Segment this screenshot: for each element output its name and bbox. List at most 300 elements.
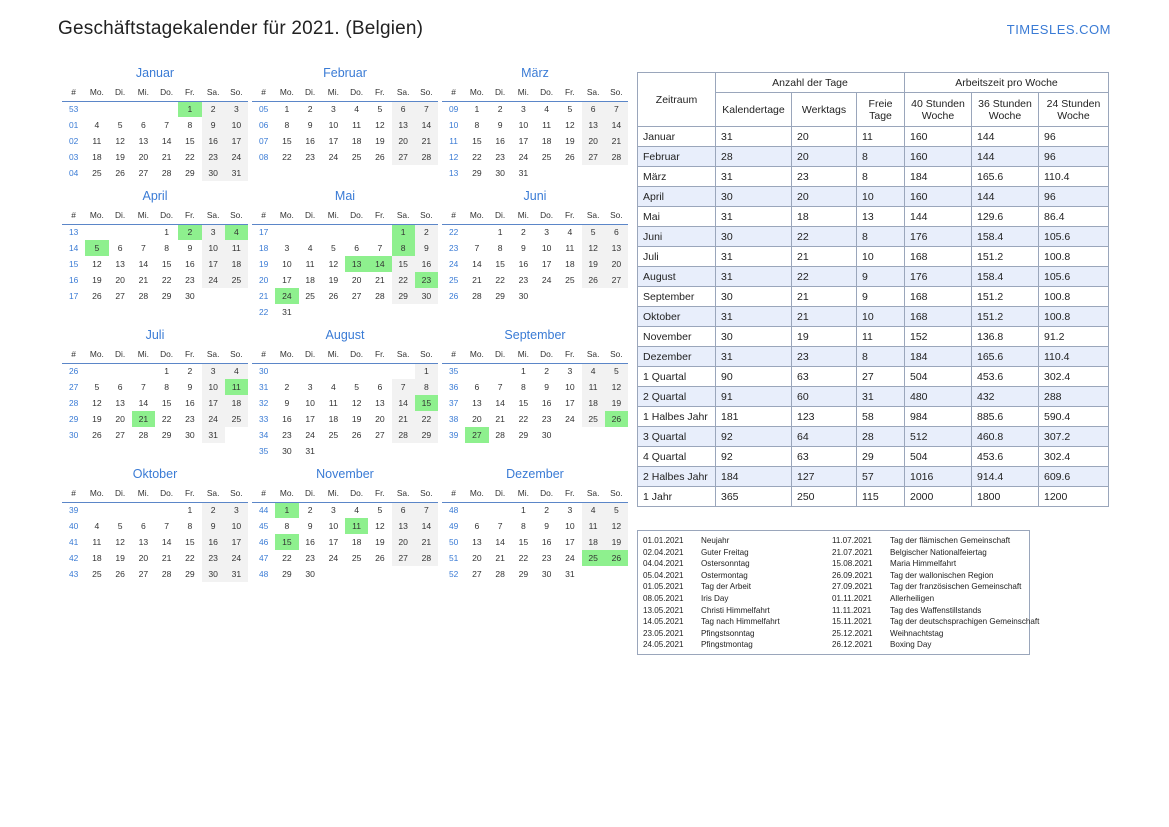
weekday-header: Sa. [392, 347, 415, 363]
day-cell: 27 [472, 569, 482, 579]
day-cell: 10 [225, 117, 248, 133]
week-col-header: # [252, 85, 275, 101]
holiday-date: 11.11.2021 [832, 605, 872, 615]
day-cell: 8 [187, 521, 193, 531]
holiday-date: 01.05.2021 [643, 582, 684, 592]
day-cell: 24 [328, 152, 339, 162]
week-number: 13 [448, 168, 459, 178]
weekday-header: Do. [345, 486, 368, 502]
day-cell-empty [345, 363, 368, 379]
day-cell: 19 [565, 136, 575, 146]
stat-cell: 168 [905, 247, 972, 267]
weekday-header: Mo. [85, 85, 108, 101]
day-cell: 15 [415, 395, 438, 411]
day-cell: 20 [605, 256, 628, 272]
table-row [638, 247, 1109, 267]
day-cell: 17 [225, 534, 248, 550]
day-cell: 10 [225, 518, 248, 534]
day-cell: 15 [185, 136, 195, 146]
day-cell: 13 [392, 518, 415, 534]
day-cell: 24 [565, 553, 575, 563]
day-cell: 26 [115, 168, 125, 178]
column-header-zeitraum: Zeitraum [638, 73, 716, 127]
weekday-header: Fr. [178, 347, 201, 363]
table-row [638, 387, 1109, 407]
holidays-legend [637, 530, 1040, 655]
day-cell: 9 [520, 243, 526, 253]
stat-cell: 31 [716, 167, 792, 187]
table-row [638, 147, 1109, 167]
week-row [442, 502, 628, 518]
weekday-header: So. [225, 486, 248, 502]
week-number: 24 [448, 259, 459, 269]
week-number: 26 [68, 366, 79, 377]
weekday-header: Di. [299, 347, 322, 363]
stat-cell: 29 [857, 447, 905, 467]
day-cell-empty [605, 165, 628, 181]
day-cell: 14 [605, 117, 628, 133]
stat-cell: 512 [905, 427, 972, 447]
stat-cell: 21 [792, 307, 857, 327]
day-cell: 2 [497, 104, 503, 115]
period-label: November [638, 327, 716, 347]
day-cell: 13 [392, 117, 415, 133]
table-row [638, 407, 1109, 427]
week-row [442, 133, 628, 149]
day-cell: 17 [202, 395, 225, 411]
month-title: Juni [523, 189, 547, 203]
day-cell: 11 [92, 537, 102, 547]
stat-cell: 168 [905, 287, 972, 307]
stat-cell: 27 [857, 367, 905, 387]
day-cell-empty [345, 443, 368, 459]
week-row [252, 363, 438, 379]
week-number: 15 [68, 259, 79, 269]
weekday-header: Do. [345, 85, 368, 101]
stat-cell: 176 [905, 267, 972, 287]
day-cell-empty [465, 224, 488, 240]
week-number: 52 [448, 569, 459, 579]
week-number: 26 [448, 291, 459, 301]
month-block-juni [440, 185, 630, 320]
month-title: Mai [334, 189, 356, 203]
stat-cell: 160 [905, 187, 972, 207]
day-cell-empty [299, 224, 322, 240]
day-cell: 30 [541, 430, 552, 440]
calendar-row [60, 324, 630, 463]
holiday-date: 15.11.2021 [832, 617, 872, 627]
day-cell: 30 [185, 291, 195, 301]
week-number: 40 [68, 521, 79, 531]
day-cell: 18 [541, 136, 552, 146]
weekday-header: Mi. [322, 208, 345, 224]
day-cell: 6 [140, 521, 146, 531]
stat-cell: 110.4 [1039, 347, 1109, 367]
holiday-entry [832, 605, 1024, 617]
stat-cell: 20 [792, 147, 857, 167]
day-cell: 30 [541, 569, 552, 579]
stat-cell: 136.8 [972, 327, 1039, 347]
stat-cell: 11 [857, 127, 905, 147]
day-cell: 13 [345, 256, 368, 272]
day-cell-empty [392, 363, 415, 379]
day-cell: 28 [375, 291, 385, 301]
day-cell: 1 [187, 505, 193, 516]
period-label: Juni [638, 227, 716, 247]
day-cell: 6 [582, 101, 605, 117]
stat-cell: 91.2 [1039, 327, 1109, 347]
day-cell: 6 [117, 382, 123, 392]
week-number: 42 [68, 553, 79, 563]
stat-cell: 18 [792, 207, 857, 227]
week-row [442, 534, 628, 550]
week-number: 36 [448, 382, 459, 392]
month-title: Juli [145, 328, 165, 342]
table-row [638, 167, 1109, 187]
weekday-header: Di. [489, 347, 512, 363]
week-number: 14 [68, 243, 79, 253]
column-header-36h: 36 Stunden Woche [972, 93, 1039, 127]
day-cell: 31 [518, 168, 529, 178]
day-cell: 23 [541, 553, 552, 563]
day-cell: 30 [282, 446, 292, 456]
week-row [252, 395, 438, 411]
weekday-header: Fr. [368, 85, 391, 101]
day-cell: 2 [307, 505, 313, 516]
month-title: September [504, 328, 566, 342]
day-cell: 12 [375, 120, 385, 130]
stat-cell: 100.8 [1039, 287, 1109, 307]
week-col-header: # [442, 85, 465, 101]
day-cell: 28 [415, 149, 438, 165]
stat-cell: 453.6 [972, 447, 1039, 467]
day-cell: 26 [351, 430, 362, 440]
day-cell: 2 [178, 224, 201, 240]
day-cell: 13 [605, 240, 628, 256]
day-cell-empty [132, 224, 155, 240]
day-cell: 31 [305, 446, 315, 456]
day-cell-empty [582, 566, 605, 582]
day-cell: 10 [518, 120, 529, 130]
page-title: Geschäftstagekalender für 2021. (Belgien) [58, 18, 424, 39]
stat-cell: 30 [716, 227, 792, 247]
weekday-header: So. [605, 85, 628, 101]
day-cell: 2 [415, 224, 438, 240]
day-cell: 20 [582, 133, 605, 149]
day-cell-empty [535, 165, 558, 181]
day-cell: 4 [582, 502, 605, 518]
day-cell: 16 [202, 133, 225, 149]
holiday-entry [832, 581, 1024, 593]
weekday-header: Do. [535, 486, 558, 502]
period-label: 1 Halbes Jahr [638, 407, 716, 427]
period-label: Juli [638, 247, 716, 267]
day-cell: 10 [565, 521, 575, 531]
holiday-date: 25.12.2021 [832, 628, 873, 638]
week-number: 07 [258, 136, 269, 146]
day-cell: 3 [544, 227, 550, 238]
weekday-header: Di. [109, 486, 132, 502]
day-cell: 22 [282, 152, 292, 162]
day-cell: 26 [328, 291, 339, 301]
week-row [252, 379, 438, 395]
day-cell: 5 [117, 120, 123, 130]
week-number: 31 [258, 382, 269, 392]
week-row [62, 518, 248, 534]
month-title: Februar [323, 66, 367, 80]
day-cell: 5 [85, 240, 108, 256]
day-cell: 3 [330, 104, 336, 115]
day-cell: 15 [161, 259, 172, 269]
day-cell: 17 [328, 537, 339, 547]
day-cell: 19 [582, 256, 605, 272]
day-cell: 16 [282, 414, 292, 424]
day-cell: 6 [117, 243, 123, 253]
week-col-header: # [252, 486, 275, 502]
day-cell-empty [368, 224, 391, 240]
week-row [62, 165, 248, 181]
table-row [638, 187, 1109, 207]
day-cell: 7 [415, 502, 438, 518]
stat-cell: 158.4 [972, 227, 1039, 247]
weekday-header: Di. [489, 486, 512, 502]
stat-cell: 31 [857, 387, 905, 407]
weekday-header: Mo. [275, 486, 298, 502]
day-cell: 22 [161, 275, 172, 285]
stat-cell: 96 [1039, 187, 1109, 207]
day-cell: 28 [161, 168, 172, 178]
stat-cell: 127 [792, 467, 857, 487]
day-cell: 2 [544, 505, 550, 516]
day-cell-empty [415, 443, 438, 459]
week-row [62, 288, 248, 304]
day-cell: 25 [225, 272, 248, 288]
day-cell-empty [109, 502, 132, 518]
holiday-name: Tag der wallonischen Region [890, 570, 994, 580]
week-row [252, 550, 438, 566]
day-cell: 27 [392, 550, 415, 566]
weekday-header: So. [605, 486, 628, 502]
weekday-header: So. [605, 208, 628, 224]
table-row [638, 267, 1109, 287]
day-cell: 5 [567, 104, 573, 115]
week-number: 44 [258, 505, 269, 516]
holiday-entry [832, 547, 1024, 559]
day-cell: 16 [305, 537, 315, 547]
day-cell: 19 [375, 537, 385, 547]
stat-cell: 129.6 [972, 207, 1039, 227]
day-cell: 10 [565, 382, 575, 392]
day-cell-empty [558, 165, 581, 181]
day-cell-empty [109, 101, 132, 117]
week-row [252, 502, 438, 518]
day-cell: 26 [115, 569, 125, 579]
day-cell: 25 [305, 291, 315, 301]
stat-cell: 86.4 [1039, 207, 1109, 227]
weekday-header: Fr. [178, 486, 201, 502]
weekday-header: Sa. [392, 85, 415, 101]
month-title: Dezember [506, 467, 564, 481]
month-table [252, 347, 438, 459]
table-row [638, 447, 1109, 467]
day-cell: 19 [605, 534, 628, 550]
holidays-column-right [832, 535, 1040, 651]
day-cell: 21 [605, 133, 628, 149]
day-cell: 18 [351, 537, 362, 547]
day-cell: 4 [225, 363, 248, 379]
weekday-header: So. [225, 347, 248, 363]
day-cell: 2 [187, 366, 193, 377]
day-cell: 4 [354, 104, 360, 115]
day-cell: 17 [202, 256, 225, 272]
week-row [252, 101, 438, 117]
week-row [62, 256, 248, 272]
day-cell: 23 [495, 152, 505, 162]
week-row [252, 427, 438, 443]
day-cell: 27 [351, 291, 362, 301]
day-cell: 30 [415, 288, 438, 304]
day-cell: 12 [605, 379, 628, 395]
day-cell: 4 [94, 120, 100, 130]
day-cell: 14 [495, 537, 505, 547]
holiday-name: Tag der Arbeit [701, 582, 751, 592]
day-cell-empty [368, 443, 391, 459]
day-cell: 17 [565, 398, 575, 408]
day-cell: 19 [115, 553, 125, 563]
day-cell: 29 [185, 168, 195, 178]
stat-cell: 2000 [905, 487, 972, 507]
day-cell: 27 [465, 427, 488, 443]
week-number: 02 [68, 136, 79, 146]
month-table [62, 486, 248, 582]
week-number: 22 [258, 307, 269, 317]
day-cell-empty [392, 443, 415, 459]
day-cell: 8 [284, 120, 290, 130]
stat-cell: 22 [792, 267, 857, 287]
day-cell: 19 [351, 414, 362, 424]
stat-cell: 57 [857, 467, 905, 487]
holiday-date: 27.09.2021 [832, 582, 873, 592]
weekday-header: Mi. [512, 486, 535, 502]
day-cell: 15 [472, 136, 482, 146]
day-cell: 27 [582, 149, 605, 165]
week-number: 16 [68, 275, 79, 285]
holiday-entry [643, 616, 826, 628]
day-cell: 22 [282, 553, 292, 563]
weekday-header: Fr. [558, 486, 581, 502]
week-row [442, 240, 628, 256]
day-cell: 1 [164, 366, 170, 377]
holiday-entry [832, 593, 1024, 605]
weekday-header: Do. [535, 85, 558, 101]
day-cell: 4 [307, 243, 313, 253]
week-number: 39 [68, 505, 79, 516]
period-label: Dezember [638, 347, 716, 367]
month-table [62, 85, 248, 181]
day-cell: 28 [161, 569, 172, 579]
month-block-juli [60, 324, 250, 459]
day-cell: 26 [605, 550, 628, 566]
day-cell: 27 [605, 272, 628, 288]
day-cell: 6 [474, 382, 480, 392]
stat-cell: 31 [716, 207, 792, 227]
week-row [62, 395, 248, 411]
day-cell-empty [85, 363, 108, 379]
day-cell: 3 [202, 363, 225, 379]
weekday-header: So. [605, 347, 628, 363]
week-number: 35 [448, 366, 459, 377]
holiday-name: Christi Himmelfahrt [701, 605, 770, 615]
day-cell: 23 [202, 149, 225, 165]
day-cell: 22 [185, 553, 195, 563]
day-cell: 25 [582, 411, 605, 427]
day-cell: 18 [582, 395, 605, 411]
week-number: 46 [258, 537, 269, 547]
day-cell: 20 [115, 414, 125, 424]
day-cell: 5 [605, 363, 628, 379]
day-cell: 20 [392, 534, 415, 550]
week-row [442, 149, 628, 165]
holiday-date: 26.12.2021 [832, 640, 873, 650]
week-row [442, 272, 628, 288]
period-label: August [638, 267, 716, 287]
weekday-header: Sa. [202, 347, 225, 363]
day-cell-empty [465, 363, 488, 379]
holiday-name: Ostersonntag [701, 559, 750, 569]
day-cell: 20 [138, 152, 149, 162]
day-cell: 21 [161, 553, 172, 563]
weekday-header: Mo. [465, 85, 488, 101]
stat-cell: 10 [857, 307, 905, 327]
month-table [442, 208, 628, 304]
day-cell: 7 [140, 382, 146, 392]
day-cell: 16 [415, 256, 438, 272]
column-header-kalendertage: Kalendertage [716, 93, 792, 127]
day-cell: 12 [115, 136, 125, 146]
week-row [62, 101, 248, 117]
week-number: 49 [448, 521, 459, 531]
day-cell: 8 [497, 243, 503, 253]
day-cell-empty [109, 363, 132, 379]
calendar-row [60, 62, 630, 185]
day-cell: 18 [92, 553, 102, 563]
day-cell: 21 [138, 275, 149, 285]
day-cell-empty [132, 101, 155, 117]
day-cell: 9 [202, 117, 225, 133]
column-header-freie-tage: Freie Tage [857, 93, 905, 127]
week-row [252, 288, 438, 304]
statistics-table [637, 72, 1109, 507]
week-number: 12 [448, 152, 459, 162]
day-cell: 6 [140, 120, 146, 130]
day-cell-empty [605, 566, 628, 582]
holidays-column-left [643, 535, 826, 651]
day-cell: 28 [138, 430, 149, 440]
day-cell: 23 [202, 550, 225, 566]
day-cell: 29 [161, 291, 172, 301]
weekday-header: So. [415, 208, 438, 224]
month-table [62, 208, 248, 304]
day-cell: 20 [115, 275, 125, 285]
week-number: 21 [258, 291, 269, 301]
table-row [638, 427, 1109, 447]
day-cell-empty [558, 427, 581, 443]
day-cell: 9 [497, 120, 503, 130]
table-row [638, 287, 1109, 307]
day-cell: 24 [202, 411, 225, 427]
day-cell: 17 [328, 136, 339, 146]
stat-cell: 365 [716, 487, 792, 507]
